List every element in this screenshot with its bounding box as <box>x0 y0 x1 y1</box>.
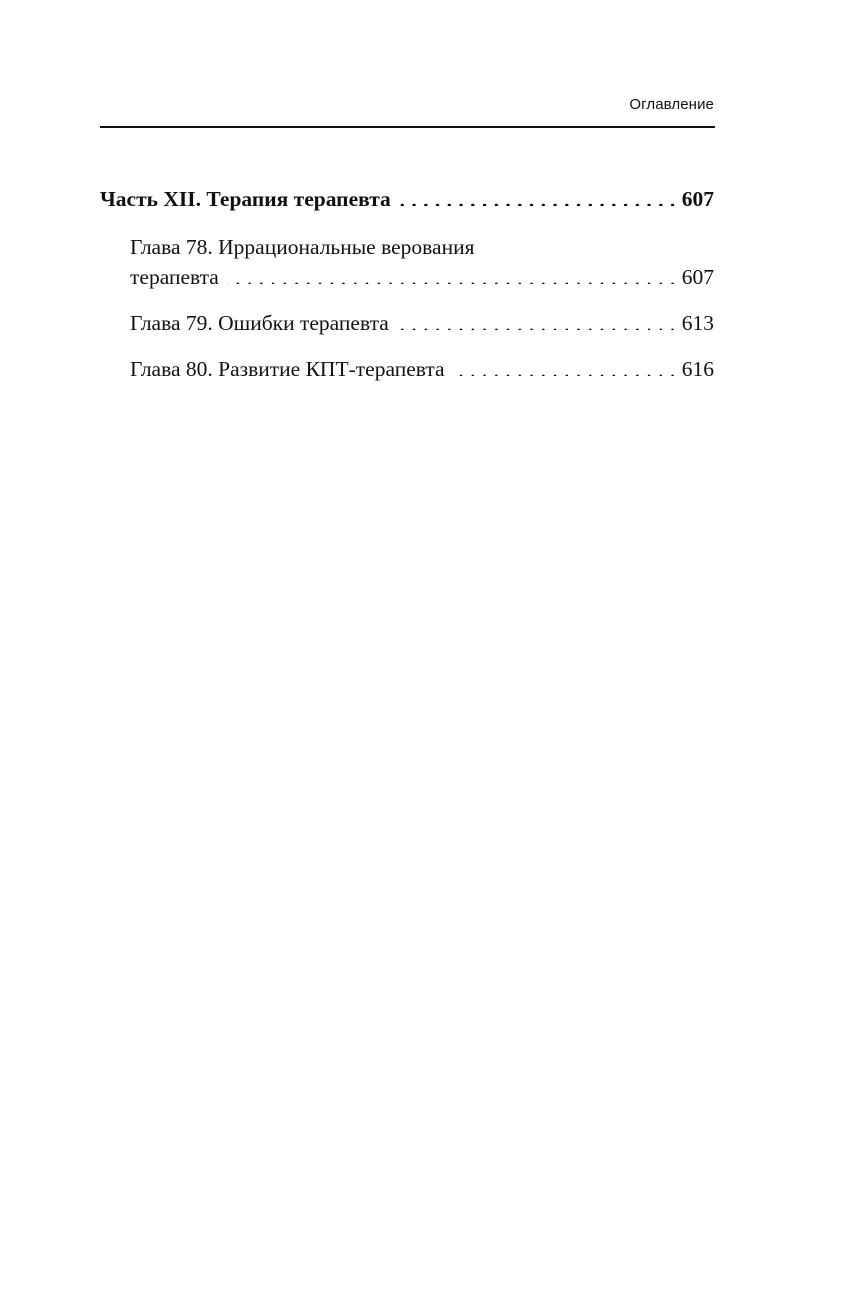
toc-entry-line <box>100 184 714 214</box>
toc-entry-title-line1: Глава 78. Иррациональные верования <box>130 235 475 259</box>
toc-entry-line <box>130 308 714 338</box>
running-head: Оглавление <box>629 96 714 113</box>
toc-entry-line <box>130 262 714 292</box>
toc-entry-line <box>130 354 714 384</box>
header-rule <box>100 126 715 128</box>
dot-leader <box>397 309 676 331</box>
toc-entry-title: Глава 80. Развитие КПТ-терапевта <box>130 357 445 381</box>
dot-leader <box>453 355 676 377</box>
toc-entry-chapter-80[interactable] <box>100 354 714 384</box>
table-of-contents <box>100 184 714 384</box>
dot-leader <box>227 263 676 285</box>
toc-entry-title: Глава 79. Ошибки терапевта <box>130 311 389 335</box>
toc-entry-page: 607 <box>681 187 714 211</box>
toc-entry-page: 607 <box>681 265 714 289</box>
toc-entry-title: Часть XII. Терапия терапевта <box>100 187 391 211</box>
toc-entry-chapter-78[interactable] <box>100 232 714 292</box>
toc-entry-title-line2: терапевта <box>130 265 219 289</box>
toc-entry-page: 616 <box>681 357 714 381</box>
toc-entry-chapter-79[interactable] <box>100 308 714 338</box>
toc-entry-page: 613 <box>681 311 714 335</box>
dot-leader <box>399 185 676 207</box>
toc-entry-part-xii[interactable] <box>100 184 714 214</box>
